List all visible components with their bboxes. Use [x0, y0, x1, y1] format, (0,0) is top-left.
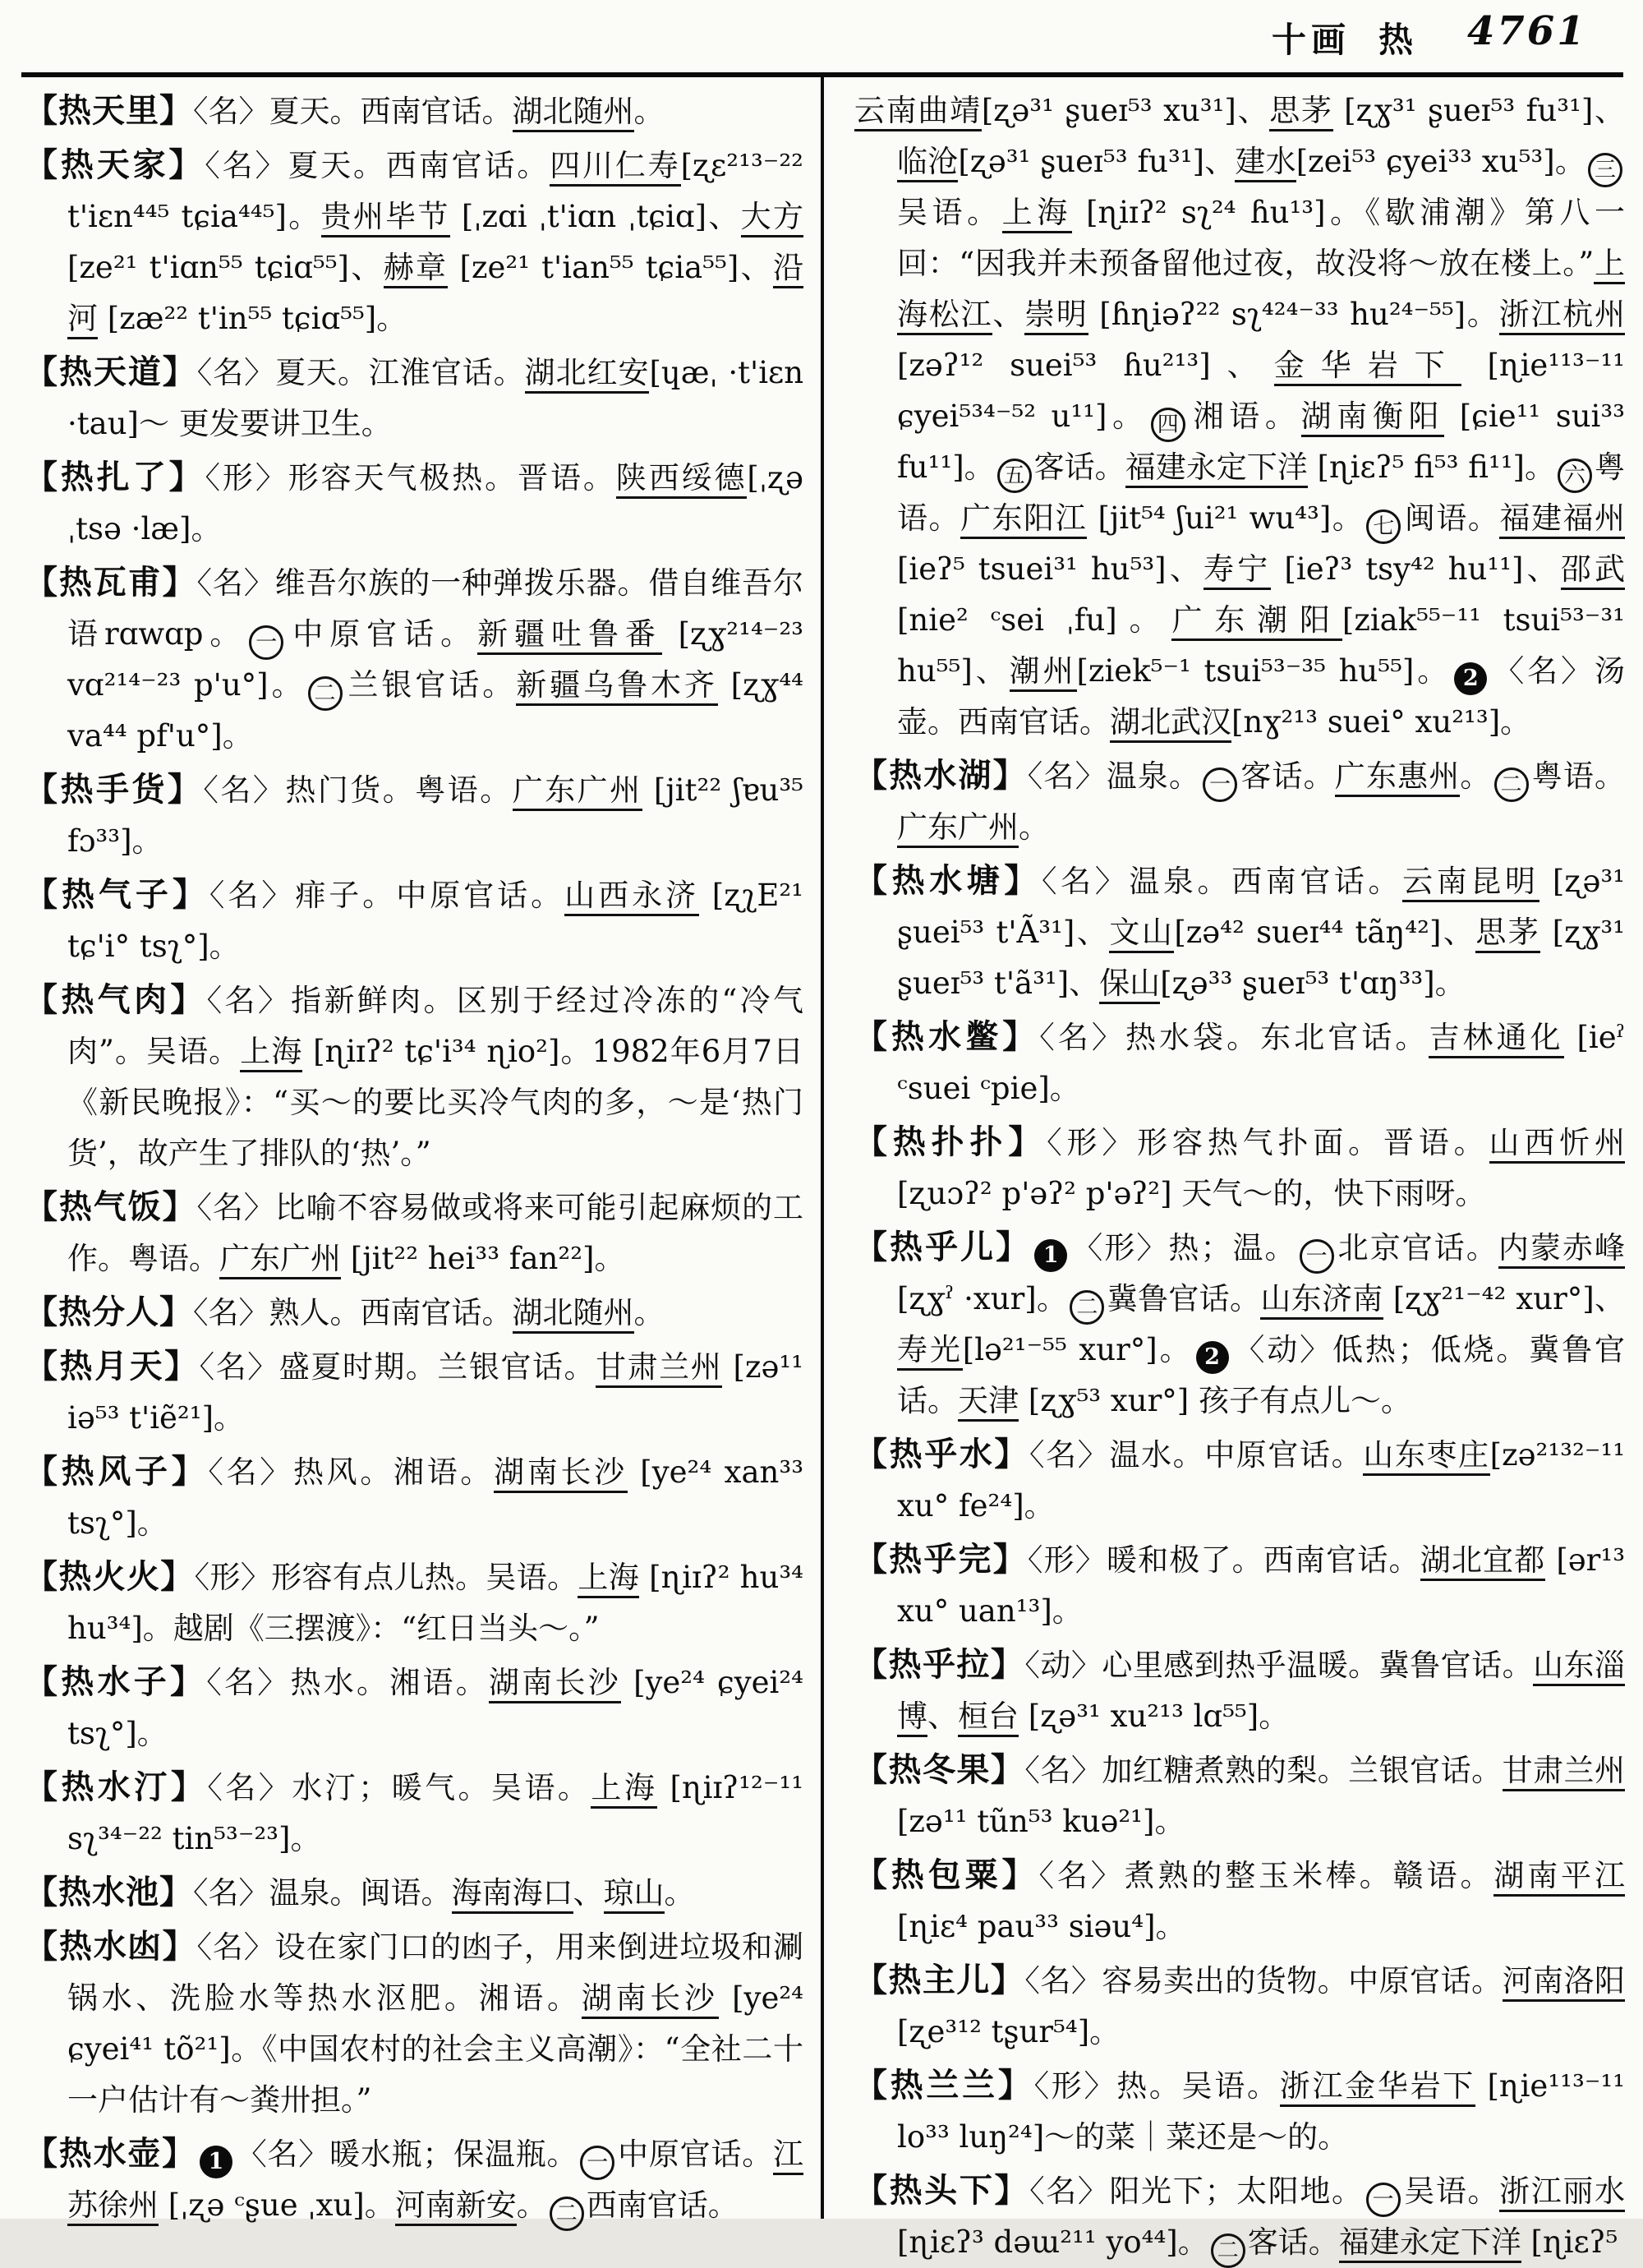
entry-text: [ˌʐə ᶜʂue ˌxu]。: [159, 2187, 395, 2223]
place-name: 山西忻州: [1489, 1125, 1626, 1164]
entry-headword: 【热兰兰】: [854, 2066, 1034, 2104]
entry-headword: 【热乎拉】: [854, 1645, 1025, 1684]
entry-headword: 【热天家】: [25, 145, 205, 184]
entry-text: [ze²¹ t'iɑn⁵⁵ tɕiɑ⁵⁵]、: [67, 250, 384, 285]
dict-entry: [25, 2128, 803, 2231]
place-name: 湖南衡阳: [1301, 399, 1445, 437]
entry-text: [ʐɣ²¹⁻⁴² xur°]、: [1383, 1281, 1626, 1316]
place-name: 湖北武汉: [1110, 704, 1231, 743]
circled-sense-number: 二: [1070, 1290, 1104, 1325]
dict-entry: [25, 452, 803, 555]
entry-text: [ʐə³¹ xu²¹³ lɑ⁵⁵]。: [1019, 1699, 1290, 1734]
place-name: 上海: [591, 1770, 657, 1809]
entry-headword: 【热气肉】: [25, 980, 207, 1019]
entry-text: 闽语。: [1403, 500, 1500, 536]
entry-text: 〈名〉维吾尔族的一种弹拨乐器。借自维吾尔语rɑwɑp。: [67, 565, 804, 652]
entry-text: 〈名〉阳光下；太阳地。: [1029, 2174, 1364, 2209]
running-head: [1272, 13, 1418, 62]
entry-text: [nie² ᶜsei ˌfu]。: [897, 602, 1172, 638]
column-divider: [821, 77, 824, 2219]
entry-text: [ɳiɪʔ² tɕ'i³⁴ ɳio²]。1982年6月7日《新民晚报》：“买～的要比买冷气肉的多，～是‘热门货’，故产生了排队的‘热’。”: [67, 1034, 804, 1171]
entry-text: [ieˀ ᶜsuei ᶜpie]。: [897, 1020, 1626, 1106]
dict-entry: [25, 140, 803, 344]
entry-text: 〈名〉熟人。西南官话。: [193, 1295, 513, 1330]
circled-sense-number: 七: [1366, 509, 1401, 544]
entry-text: 〈名〉温泉。: [1027, 758, 1201, 794]
entry-headword: 【热水池】: [25, 1873, 193, 1911]
dict-entry: [854, 1012, 1625, 1114]
place-name: 山东淄博: [897, 1648, 1625, 1737]
entry-text: [zəʔ¹² suei⁵³ ɦu²¹³]、: [897, 348, 1274, 383]
place-name: 云南曲靖: [854, 93, 982, 131]
entry-text: [ye²⁴ xan³³ tsʅ°]。: [67, 1454, 804, 1541]
entry-text: 〈形〉形容有点儿热。吴语。: [194, 1560, 578, 1595]
entry-headword: 【热水子】: [25, 1662, 207, 1701]
entry-text: [zæ²² t'in⁵⁵ tɕiɑ⁵⁵]。: [98, 301, 407, 336]
entry-text: 吴语。: [1402, 2174, 1500, 2209]
place-name: 福建永定下洋: [1339, 2224, 1521, 2263]
entry-text: 吴语。: [897, 195, 1002, 230]
entry-text: [jit⁵⁴ ʃui²¹ wu⁴³]。: [1087, 500, 1365, 536]
entry-headword: 【热水湖】: [854, 756, 1028, 795]
sense-number-badge: 2: [1196, 1341, 1229, 1374]
entry-text: 〈名〉水汀；暖气。吴语。: [207, 1770, 591, 1805]
place-name: 山东枣庄: [1363, 1437, 1489, 1476]
entry-text: [ɳiɪʔ² hu³⁴ hu³⁴]。越剧《三摆渡》：“红日当头～。”: [67, 1560, 804, 1646]
entry-text: 客话。: [1240, 758, 1335, 794]
entry-headword: 【热分人】: [25, 1293, 193, 1331]
dict-entry: [854, 1850, 1625, 1952]
entry-text: 。: [633, 1295, 665, 1330]
place-name: 广东阳江: [960, 500, 1087, 539]
place-name: 河南新安: [395, 2187, 517, 2226]
entry-text: [ieʔ³ tsy⁴² hu¹¹]、: [1271, 551, 1561, 587]
circled-sense-number: 一: [580, 2146, 614, 2180]
place-name: 寿光: [897, 1332, 963, 1371]
dict-entry: [25, 764, 803, 867]
entry-headword: 【热风子】: [25, 1452, 209, 1491]
place-name: 甘肃兰州: [1503, 1753, 1625, 1791]
entry-text: [ɕie¹¹ sui³³ fu¹¹]。: [897, 399, 1626, 485]
place-name: 赫章: [384, 250, 449, 288]
entry-text: 〈名〉汤壶。西南官话。: [897, 653, 1626, 740]
entry-headword: 【热乎水】: [854, 1435, 1030, 1473]
place-name: 崇明: [1024, 297, 1088, 335]
dict-entry: [854, 1222, 1625, 1427]
place-name: 临沧: [897, 144, 958, 182]
entry-text: 〈名〉热门货。粤语。: [203, 772, 513, 808]
dict-entry: [25, 1657, 803, 1759]
entry-text: 、: [573, 1875, 604, 1911]
entry-text: 〈动〉心里感到热乎温暖。冀鲁官话。: [1024, 1648, 1534, 1683]
entry-text: [zə¹¹ iə⁵³ t'iẽ²¹]。: [67, 1349, 804, 1436]
entry-text: 、: [992, 297, 1025, 332]
place-name: 浙江丽水: [1499, 2174, 1625, 2212]
place-name: 浙江杭州: [1499, 297, 1625, 335]
entry-text: [ʐɣ⁵³ xur°] 孩子有点儿～。: [1019, 1383, 1411, 1418]
entry-headword: 【热火火】: [25, 1557, 195, 1596]
entry-headword: 【热冬果】: [854, 1750, 1025, 1789]
entry-text: [ʐə³³ ʂueɪ⁵³ t'ɑŋ³³]。: [1160, 966, 1466, 1001]
entry-text: [ˌʐə ˌtsə ·læ]。: [67, 460, 804, 546]
entry-text: [ɥæˌ ·t'iɛn ·tau]～ 更发要讲卫生。: [67, 355, 804, 441]
dict-entry: [25, 1867, 803, 1919]
place-name: 山东济南: [1260, 1281, 1383, 1320]
place-name: 吉林通化: [1429, 1020, 1563, 1058]
entry-text: [jit²² ʃɐu³⁵ fɔ³³]。: [67, 772, 804, 859]
entry-text: [ʐɣ³¹ ʂueɪ⁵³ fu³¹]、: [1332, 93, 1626, 128]
entry-text: 〈名〉夏天。西南官话。: [193, 94, 513, 129]
entry-text: 湘语。: [1187, 399, 1301, 434]
place-name: 思茅: [1475, 915, 1540, 953]
entry-headword: 【热瓦甫】: [25, 563, 197, 602]
entry-text: 〈名〉温水。中原官话。: [1029, 1437, 1364, 1473]
place-name: 金华岩下: [1274, 348, 1461, 386]
circled-sense-number: 一: [249, 625, 283, 660]
place-name: 湖北随州: [513, 94, 634, 132]
entry-headword: 【热气子】: [25, 875, 209, 914]
entry-text: 〈名〉盛夏时期。兰银官话。: [199, 1349, 596, 1385]
place-name: 广东广州: [513, 772, 642, 811]
dict-entry: [854, 2060, 1625, 2163]
place-name: 上海: [1002, 195, 1072, 233]
circled-sense-number: 二: [1494, 768, 1529, 802]
entry-text: 〈名〉煮熟的整玉米棒。赣语。: [1038, 1858, 1494, 1893]
entry-headword: 【热手货】: [25, 770, 204, 809]
entry-text: 粤语。: [1530, 758, 1626, 794]
entry-headword: 【热扑扑】: [854, 1122, 1047, 1161]
place-name: 文山: [1109, 915, 1174, 953]
entry-text: 粤语。: [897, 449, 1626, 536]
entry-text: 〈名〉温泉。西南官话。: [1042, 864, 1403, 899]
circled-sense-number: 二: [550, 2197, 584, 2231]
entry-text: 。: [1460, 758, 1492, 794]
sense-number-badge: 1: [1034, 1239, 1067, 1272]
place-name: 四川仁寿: [550, 148, 680, 187]
place-name: 广东潮阳: [1171, 602, 1342, 641]
entry-text: [zə⁴² sueɪ⁴⁴ tãŋ⁴²]、: [1174, 915, 1476, 950]
entry-text: [ieʔ⁵ tsuei³¹ hu⁵³]、: [897, 551, 1204, 587]
dict-entry: [25, 557, 803, 762]
place-name: 贵州毕节: [321, 199, 450, 237]
entry-headword: 【热天里】: [25, 91, 193, 130]
place-name: 沿河: [67, 250, 803, 339]
entry-text: [zə¹¹ tũn⁵³ kuə²¹]。: [897, 1804, 1185, 1839]
entry-text: [ɳiɛʔ³ dəɯ²¹¹ yo⁴⁴]。: [897, 2224, 1208, 2260]
place-name: 山西永济: [564, 878, 699, 916]
entry-text: 〈名〉热水。湘语。: [206, 1665, 490, 1700]
entry-headword: 【热水凼】: [25, 1927, 197, 1966]
dict-entry: [854, 1639, 1625, 1742]
entry-text: [ye²⁴ ɕyei⁴¹ tõ²¹]。《中国农村的社会主义高潮》：“全社二十一户估计有～粪卅担。”: [67, 1980, 804, 2118]
place-name: 思茅: [1269, 93, 1332, 131]
entry-text: 〈名〉夏天。西南官话。: [205, 148, 550, 183]
entry-text: [ziak⁵⁵⁻¹¹ tsui⁵³⁻³¹ hu⁵⁵]、: [897, 602, 1625, 689]
place-name: 福建永定下洋: [1125, 449, 1308, 488]
entry-text: [ɳiɛʔ⁵ fi⁵³ fi¹¹]。: [1307, 449, 1556, 485]
entry-text: [lə²¹⁻⁵⁵ xur°]。: [962, 1332, 1193, 1367]
entry-text: [ɳiɪʔ² sʅ²⁴ ɦu¹³]。《歇浦潮》第八一回：“因我并未预备留他过夜，故没将～放在楼上。”: [897, 195, 1626, 281]
place-name: 建水: [1235, 144, 1296, 182]
entry-text: 中原官话。: [286, 616, 478, 652]
entry-headword: 【热月天】: [25, 1347, 200, 1385]
dict-entry: [25, 1762, 803, 1865]
entry-text: 〈形〉热。吴语。: [1033, 2068, 1280, 2104]
entry-text: 〈名〉热水袋。东北官话。: [1039, 1020, 1429, 1055]
circled-sense-number: 三: [1588, 153, 1622, 187]
dict-entry: [854, 1955, 1625, 2058]
entry-text: 〈形〉热；温。: [1070, 1230, 1297, 1265]
dict-entry: [25, 85, 803, 137]
place-name: 海南海口: [452, 1875, 573, 1914]
place-name: 湖北随州: [513, 1295, 634, 1334]
entry-text: 北京官话。: [1336, 1230, 1498, 1265]
place-name: 湖南长沙: [494, 1454, 628, 1493]
dict-entry: [854, 1745, 1625, 1847]
place-name: 江苏徐州: [67, 2137, 803, 2226]
place-name: 湖北红安: [525, 355, 650, 394]
circled-sense-number: 六: [1558, 459, 1592, 493]
entry-text: 。: [516, 2187, 547, 2223]
entry-text: [ɳiɛʔ⁵: [1521, 2224, 1618, 2260]
place-name: 湖北宜都: [1420, 1542, 1546, 1581]
circled-sense-number: 一: [1203, 768, 1237, 802]
entry-headword: 【热水壶】: [25, 2134, 196, 2173]
entry-text: 。: [1019, 809, 1049, 845]
entry-text: [ɳiɪʔ¹²⁻¹¹ sʅ³⁴⁻²² tin⁵³⁻²³]。: [67, 1770, 804, 1856]
entry-text: [ze²¹ t'ian⁵⁵ tɕia⁵⁵]、: [448, 250, 773, 285]
sense-number-badge: 2: [1454, 662, 1487, 695]
sense-number-badge: 1: [200, 2146, 232, 2178]
circled-sense-number: 五: [997, 459, 1032, 493]
entry-text: [ɳie¹¹³⁻¹¹ ɕyei⁵³⁴⁻⁵² u¹¹]。: [897, 348, 1626, 434]
entry-text: 西南官话。: [586, 2187, 739, 2223]
place-name: 湖南平江: [1493, 1858, 1625, 1897]
entry-text: [ɳiɛ⁴ pau³³ siəu⁴]。: [897, 1909, 1186, 1944]
dict-entry: [25, 1551, 803, 1654]
entry-text: 〈名〉暖水瓶；保温瓶。: [235, 2137, 578, 2172]
entry-text: [ˌzɑi ˌt'iɑn ˌtɕiɑ]、: [449, 199, 741, 234]
circled-sense-number: 四: [1151, 408, 1185, 442]
dict-entry: [25, 1446, 803, 1549]
entry-text: [ʐʅE²¹ tɕ'i° tsʅ°]。: [67, 878, 804, 964]
dict-entry: [854, 85, 1625, 748]
page-number: 4761: [1467, 8, 1587, 54]
place-name: 陕西绥德: [616, 460, 748, 499]
entry-headword: 【热扎了】: [25, 458, 205, 496]
place-name: 潮州: [1010, 653, 1077, 692]
entry-headword: 【热天道】: [25, 353, 197, 391]
entry-headword: 【热乎完】: [854, 1540, 1028, 1579]
entry-headword: 【热主儿】: [854, 1961, 1025, 1999]
dict-entry: [25, 1921, 803, 2126]
place-name: 浙江金华岩下: [1280, 2068, 1475, 2107]
entry-text: 客话。: [1247, 2224, 1339, 2260]
dict-entry: [854, 1117, 1625, 1219]
entry-text: [ʐɛ²¹³⁻²² t'iɛn⁴⁴⁵ tɕia⁴⁴⁵]。: [67, 148, 804, 234]
circled-sense-number: 二: [1211, 2233, 1245, 2268]
entry-headword: 【热水鳖】: [854, 1017, 1040, 1056]
entry-text: [zei⁵³ ɕyei³³ xu⁵³]。: [1296, 144, 1585, 179]
entry-headword: 【热气饭】: [25, 1187, 197, 1226]
dict-entry: [25, 975, 803, 1179]
entry-text: 〈名〉容易卖出的货物。中原官话。: [1024, 1963, 1503, 1998]
entry-text: [ʐɣ⁴⁴ va⁴⁴ pf'u°]。: [67, 667, 803, 754]
entry-text: 〈形〉形容热气扑面。晋语。: [1047, 1125, 1489, 1160]
entry-text: 〈名〉夏天。江淮官话。: [196, 355, 525, 390]
dict-entry: [25, 869, 803, 972]
place-name: 河南洛阳: [1503, 1963, 1625, 2002]
entry-text: [ye²⁴ ɕyei²⁴ tsʅ°]。: [67, 1665, 804, 1751]
entry-text: [ʐə³¹ ʂueɪ⁵³ fu³¹]、: [958, 144, 1236, 179]
entry-text: [ʐɣ²¹⁴⁻²³ vɑ²¹⁴⁻²³ p'u°]。: [67, 616, 804, 703]
place-name: 新疆乌鲁木齐: [516, 667, 718, 706]
dict-entry: [854, 2165, 1625, 2268]
dict-entry: [25, 1182, 803, 1284]
entry-text: 〈名〉温泉。闽语。: [193, 1875, 452, 1911]
place-name: 上海: [240, 1034, 302, 1072]
place-name: 保山: [1099, 966, 1160, 1004]
entry-text: [ʐe³¹² tʂur⁵⁴]。: [897, 2014, 1121, 2049]
entry-headword: 【热包粟】: [854, 1855, 1039, 1894]
circled-sense-number: 二: [308, 676, 343, 711]
entry-text: 中原官话。: [617, 2137, 774, 2172]
place-name: 邵武: [1561, 551, 1625, 590]
place-name: 新疆吐鲁番: [477, 616, 662, 655]
entry-text: 〈形〉暖和极了。西南官话。: [1027, 1542, 1420, 1578]
dict-entry: [854, 1429, 1625, 1532]
entry-text: [ʐə³¹ ʂuei⁵³ t'Ã³¹]、: [897, 864, 1626, 950]
entry-text: 〈名〉指新鲜肉。区别于经过冷冻的“冷气肉”。吴语。: [67, 983, 804, 1069]
running-head-character: 热: [1378, 20, 1419, 60]
entry-text: 客话。: [1033, 449, 1125, 485]
circled-sense-number: 一: [1300, 1239, 1334, 1274]
entry-headword: 【热水汀】: [25, 1768, 208, 1806]
dict-entry: [854, 855, 1625, 1009]
entry-text: 〈名〉加红糖煮熟的梨。兰银官话。: [1024, 1753, 1503, 1788]
entry-text: 。: [664, 1875, 695, 1911]
place-name: 广东惠州: [1335, 758, 1461, 797]
place-name: 寿宁: [1203, 551, 1271, 590]
place-name: 上海松江: [897, 246, 1625, 335]
place-name: 福建福州: [1499, 500, 1625, 539]
entry-text: 。: [633, 94, 665, 129]
place-name: 上海: [578, 1560, 639, 1598]
entry-text: 、: [927, 1699, 958, 1734]
left-column: [25, 85, 804, 2226]
running-head-section: 十画: [1272, 20, 1351, 60]
entry-text: [zə²¹³²⁻¹¹ xu° fe²⁴]。: [897, 1437, 1626, 1524]
circled-sense-number: 一: [1366, 2183, 1401, 2217]
entry-text: 〈动〉低热；低烧。冀鲁官话。: [897, 1332, 1626, 1418]
entry-headword: 【热头下】: [854, 2171, 1030, 2210]
place-name: 广东广州: [219, 1241, 341, 1279]
place-name: 湖南长沙: [582, 1980, 719, 2019]
entry-headword: 【热乎儿】: [854, 1228, 1032, 1266]
entry-text: 〈形〉形容天气极热。晋语。: [205, 460, 616, 496]
entry-text: 〈名〉比喻不容易做或将来可能引起麻烦的工作。粤语。: [67, 1190, 804, 1276]
place-name: 琼山: [604, 1875, 665, 1914]
place-name: 内蒙赤峰: [1498, 1230, 1625, 1269]
place-name: 桓台: [958, 1699, 1019, 1737]
entry-text: [jit²² hei³³ fan²²]。: [341, 1241, 625, 1276]
entry-text: [ɳie¹¹³⁻¹¹ lo³³ luŋ²⁴]～的菜｜菜还是～的。: [897, 2068, 1626, 2155]
entry-text: 〈名〉设在家门口的凼子，用来倒进垃圾和涮锅水、洗脸水等热水沤肥。湘语。: [67, 1929, 804, 2016]
entry-text: [ʐə³¹ ʂueɪ⁵³ xu³¹]、: [981, 93, 1270, 128]
entry-text: 兰银官话。: [344, 667, 517, 703]
dict-entry: [854, 1534, 1625, 1637]
place-name: 天津: [958, 1383, 1019, 1422]
entry-text: 冀鲁官话。: [1107, 1281, 1261, 1316]
entry-text: [ʐuɔʔ² p'əʔ² p'əʔ²] 天气～的，快下雨呀。: [897, 1176, 1486, 1211]
dict-entry: [854, 750, 1625, 853]
place-name: 广东广州: [897, 809, 1019, 848]
place-name: 云南昆明: [1402, 864, 1539, 902]
entry-headword: 【热水塘】: [854, 861, 1042, 900]
place-name: 湖南长沙: [489, 1665, 621, 1703]
entry-text: [ʐɣ³¹ ʂueɪ⁵³ t'ã³¹]、: [897, 915, 1626, 1001]
dict-entry: [25, 347, 803, 449]
entry-text: 〈名〉热风。湘语。: [208, 1454, 495, 1490]
entry-text: 〈名〉痱子。中原官话。: [209, 878, 565, 913]
entry-text: [ʐɣˀ ·xur]。: [897, 1281, 1068, 1316]
dict-entry: [25, 1287, 803, 1339]
entry-text: [ɦɳiəʔ²² sʅ⁴²⁴⁻³³ hu²⁴⁻⁵⁵]。: [1088, 297, 1499, 332]
entry-text: [nɣ²¹³ suei° xu²¹³]。: [1231, 704, 1531, 740]
place-name: 大方: [741, 199, 803, 237]
place-name: 甘肃兰州: [596, 1349, 722, 1388]
dict-entry: [25, 1341, 803, 1444]
entry-text: [ər¹³ xu° uan¹³]。: [897, 1542, 1626, 1629]
entry-text: [ziek⁵⁻¹ tsui⁵³⁻³⁵ hu⁵⁵]。: [1076, 653, 1452, 689]
right-column: [854, 85, 1626, 2263]
